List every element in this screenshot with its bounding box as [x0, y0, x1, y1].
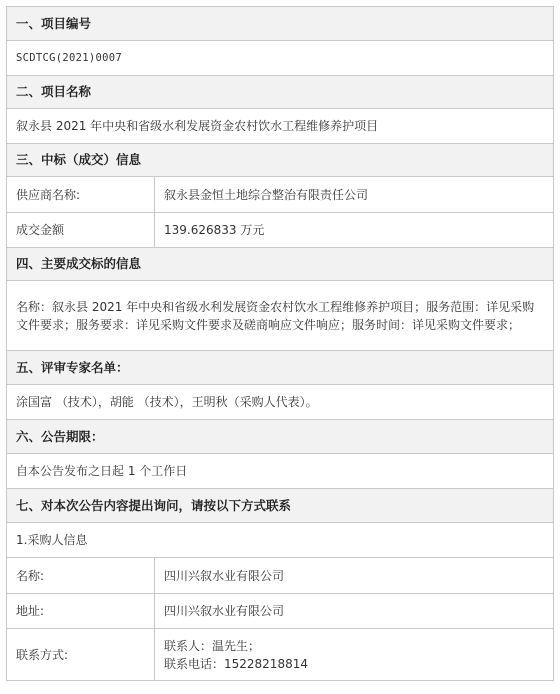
- announcement-table: [6, 6, 554, 681]
- section-header-award-info: [7, 144, 554, 177]
- purchaser-address-label: 地址:: [7, 594, 155, 629]
- table-row: [7, 177, 554, 213]
- section-title: 二、项目名称: [7, 76, 554, 109]
- contact-phone: 联系电话：15228218814: [164, 656, 308, 671]
- main-subject-detail: 名称：叙永县 2021 年中央和省级水利发展资金农村饮水工程维修养护项目；服务范围：详见采购文件要求；服务要求：详见采购文件要求及磋商响应文件响应；服务时间：详见采购文件要求；: [7, 281, 554, 351]
- supplier-name-value: 叙永县金恒土地综合整治有限责任公司: [155, 177, 554, 213]
- section-header-experts: [7, 351, 554, 385]
- table-row: [7, 594, 554, 629]
- notice-period-row: [7, 454, 554, 489]
- contact-method-label: 联系方式:: [7, 629, 155, 681]
- purchaser-address-value: 四川兴叙水业有限公司: [155, 594, 554, 629]
- supplier-name-label: 供应商名称:: [7, 177, 155, 213]
- deal-amount-label: 成交金额: [7, 213, 155, 248]
- table-row: [7, 558, 554, 594]
- contact-person: 联系人：温先生；: [164, 638, 261, 653]
- deal-amount-value: 139.626833 万元: [155, 213, 554, 248]
- section-header-project-name: [7, 76, 554, 109]
- project-name-row: [7, 109, 554, 144]
- experts-row: [7, 385, 554, 420]
- section-header-main-subject: [7, 248, 554, 281]
- section-title: 七、对本次公告内容提出询问，请按以下方式联系: [7, 489, 554, 523]
- section-title: 三、中标（成交）信息: [7, 144, 554, 177]
- section-header-contact: [7, 489, 554, 523]
- contact-method-value: [155, 629, 554, 681]
- table-row: [7, 213, 554, 248]
- section-header-notice-period: [7, 420, 554, 454]
- purchaser-name-value: 四川兴叙水业有限公司: [155, 558, 554, 594]
- table-row: [7, 629, 554, 681]
- project-number-row: [7, 41, 554, 76]
- section-title: 一、项目编号: [7, 7, 554, 41]
- project-name: 叙永县 2021 年中央和省级水利发展资金农村饮水工程维修养护项目: [7, 109, 554, 144]
- main-subject-row: [7, 281, 554, 351]
- purchaser-info-heading: 1.采购人信息: [7, 523, 554, 558]
- experts-list: 涂国富 （技术），胡能 （技术），王明秋（采购人代表）。: [7, 385, 554, 420]
- purchaser-info-row: [7, 523, 554, 558]
- section-header-project-number: [7, 7, 554, 41]
- project-number: SCDTCG(2021)0007: [7, 41, 554, 76]
- purchaser-name-label: 名称:: [7, 558, 155, 594]
- notice-period: 自本公告发布之日起 1 个工作日: [7, 454, 554, 489]
- section-title: 六、公告期限：: [7, 420, 554, 454]
- section-title: 五、评审专家名单：: [7, 351, 554, 385]
- section-title: 四、主要成交标的信息: [7, 248, 554, 281]
